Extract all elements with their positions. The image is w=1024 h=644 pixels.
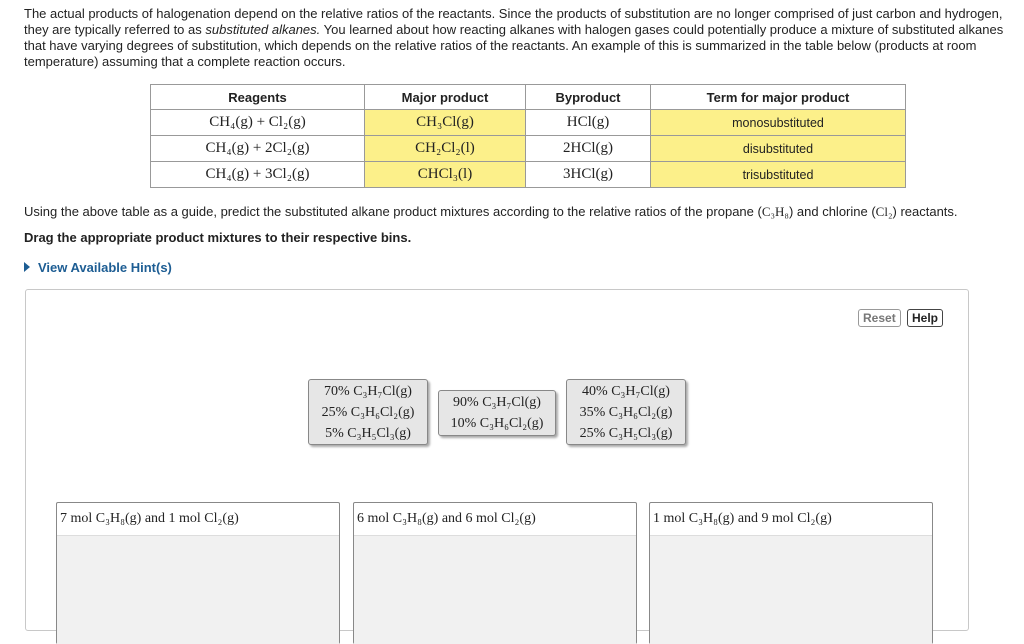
cell-major-product: CH₃Cl(g) bbox=[365, 110, 526, 136]
intro-paragraph: The actual products of halogenation depend on the relative ratios of the reactants. Since the products of substitution are no longer comprised of just carbon and hydrogen, they are typically referred to as substituted alkanes. You learned about how reacting alkanes with halogen gases could potentially produce a mixture of substituted alkanes that have varying degrees of substitution, which depends on the relative ratios of the reactants. An example of this is summarized in the table below (products at room temperature) assuming that a complete reaction occurs. bbox=[24, 6, 1004, 69]
bin-label: 1 mol C₃H₈(g) and 9 mol Cl₂(g) bbox=[650, 503, 932, 536]
intro-italic-term: substituted alkanes. bbox=[205, 22, 321, 37]
drop-bin[interactable] bbox=[649, 502, 933, 644]
table-header-row bbox=[151, 85, 906, 110]
draggable-tile[interactable] bbox=[566, 379, 686, 445]
bin-drop-zone[interactable] bbox=[354, 536, 636, 644]
tile-line: 40% C₃H₇Cl(g) bbox=[582, 384, 670, 399]
cell-term: disubstituted bbox=[651, 136, 906, 162]
propane-formula: C₃H₈ bbox=[761, 204, 789, 219]
hint-label: View Available Hint(s) bbox=[38, 260, 172, 275]
header-byproduct: Byproduct bbox=[526, 85, 651, 110]
header-term: Term for major product bbox=[651, 85, 906, 110]
drop-bin[interactable] bbox=[56, 502, 340, 644]
draggable-tile[interactable] bbox=[308, 379, 428, 445]
tile-line: 35% C₃H₆Cl₂(g) bbox=[579, 405, 673, 420]
cell-byproduct: 2HCl(g) bbox=[526, 136, 651, 162]
help-button[interactable]: Help bbox=[907, 309, 943, 327]
cell-reagents: CH₄(g) + 3Cl₂(g) bbox=[151, 162, 365, 188]
caret-right-icon bbox=[24, 262, 30, 272]
bin-label: 7 mol C₃H₈(g) and 1 mol Cl₂(g) bbox=[57, 503, 339, 536]
tile-line: 10% C₃H₆Cl₂(g) bbox=[450, 416, 544, 431]
chlorine-formula: Cl₂ bbox=[875, 204, 893, 219]
cell-byproduct: 3HCl(g) bbox=[526, 162, 651, 188]
question-text: Using the above table as a guide, predict the substituted alkane product mixtures according to the relative ratios of the propane (C₃H₈) and chlorine (Cl₂) reactants. bbox=[24, 204, 958, 219]
draggable-tile[interactable] bbox=[438, 390, 556, 436]
table-row bbox=[151, 110, 906, 136]
cell-byproduct: HCl(g) bbox=[526, 110, 651, 136]
view-hints-link[interactable] bbox=[24, 260, 172, 275]
tile-line: 25% C₃H₆Cl₂(g) bbox=[321, 405, 415, 420]
bin-drop-zone[interactable] bbox=[57, 536, 339, 644]
header-reagents: Reagents bbox=[151, 85, 365, 110]
cell-term: monosubstituted bbox=[651, 110, 906, 136]
reset-button[interactable]: Reset bbox=[858, 309, 901, 327]
table-row bbox=[151, 162, 906, 188]
header-major-product: Major product bbox=[365, 85, 526, 110]
cell-major-product: CH₂Cl₂(l) bbox=[365, 136, 526, 162]
tile-line: 70% C₃H₇Cl(g) bbox=[324, 384, 412, 399]
bin-drop-zone[interactable] bbox=[650, 536, 932, 644]
reference-table bbox=[150, 84, 906, 188]
cell-reagents: CH₄(g) + 2Cl₂(g) bbox=[151, 136, 365, 162]
cell-term: trisubstituted bbox=[651, 162, 906, 188]
instruction-text: Drag the appropriate product mixtures to their respective bins. bbox=[24, 230, 412, 245]
bin-label: 6 mol C₃H₈(g) and 6 mol Cl₂(g) bbox=[354, 503, 636, 536]
drag-drop-area bbox=[25, 289, 969, 631]
drop-bin[interactable] bbox=[353, 502, 637, 644]
cell-reagents: CH₄(g) + Cl₂(g) bbox=[151, 110, 365, 136]
cell-major-product: CHCl₃(l) bbox=[365, 162, 526, 188]
table-row bbox=[151, 136, 906, 162]
tile-line: 25% C₃H₅Cl₃(g) bbox=[579, 426, 673, 441]
tile-line: 90% C₃H₇Cl(g) bbox=[453, 395, 541, 410]
tile-line: 5% C₃H₅Cl₃(g) bbox=[325, 426, 411, 441]
